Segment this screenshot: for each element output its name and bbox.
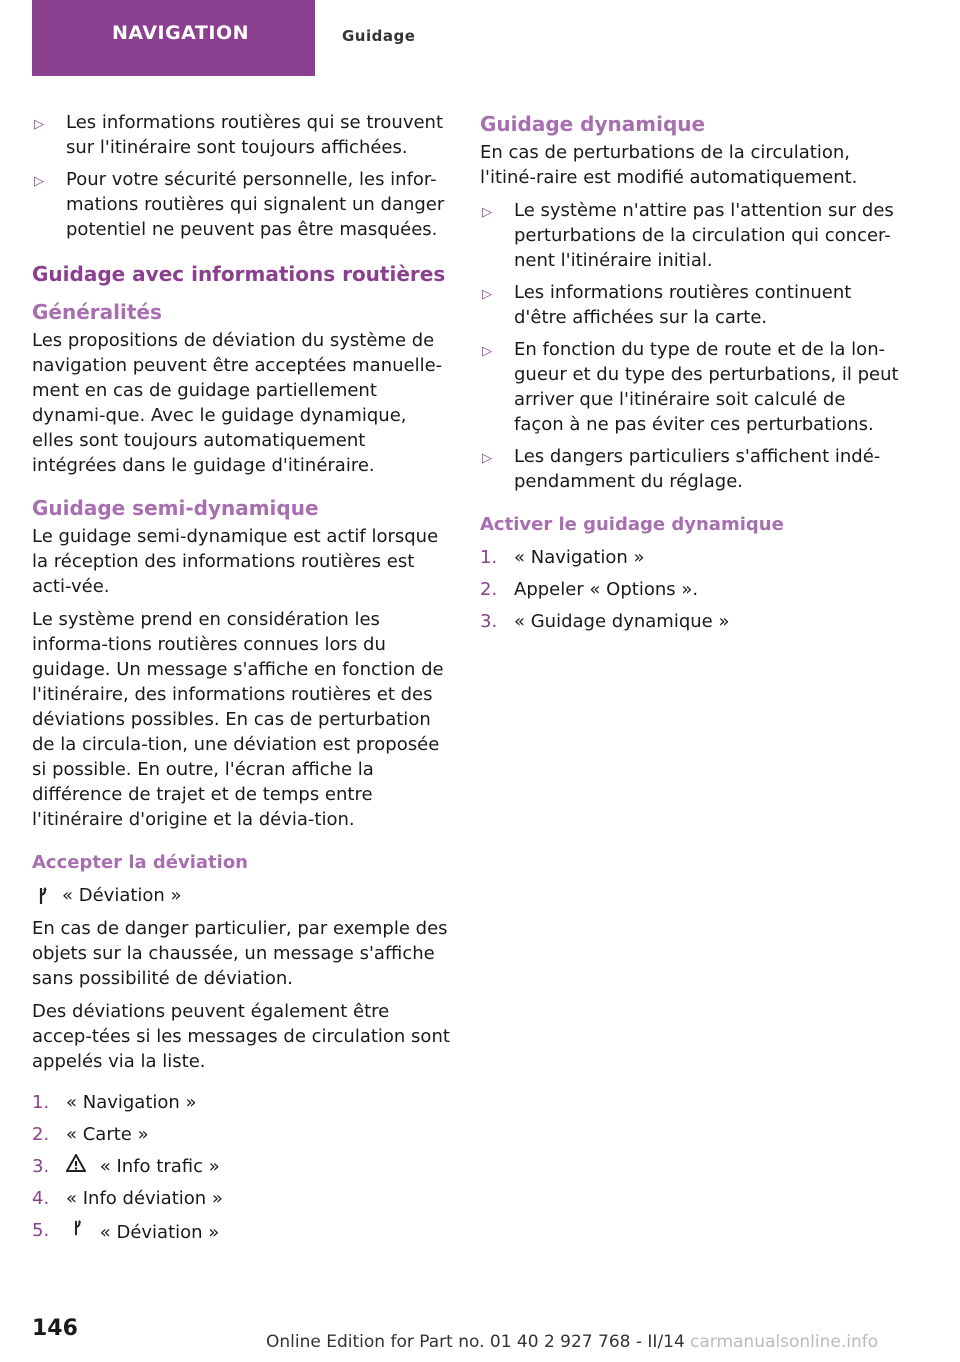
paragraph: En cas de perturbations de la circulation, l'itiné-raire est modifié automatiquement. (480, 142, 858, 188)
list-item: ▷ Les informations routières qui se trouvent sur l'itinéraire sont toujours affichées. (34, 112, 444, 158)
list-item: ▷ Les informations routières continuent d'être affichées sur la carte. (482, 282, 852, 328)
right-column (480, 110, 900, 641)
step-item: 2. Appeler « Options ». (480, 579, 699, 600)
list-item: ▷ Le système n'attire pas l'attention sur des perturbations de la circulation qui concer-nent l'itinéraire initial. (482, 200, 894, 271)
section-heading: Guidage avec informations routières (32, 262, 446, 286)
triangle-bullet-icon: ▷ (482, 344, 492, 359)
triangle-bullet-icon: ▷ (34, 174, 44, 189)
subheading-dynamic: Guidage dynamique (480, 112, 706, 136)
watermark: carmanualsonline.info (690, 1332, 879, 1352)
step-item: 1. « Navigation » (32, 1092, 197, 1113)
section-title: NAVIGATION (112, 22, 249, 44)
step-item: 2. « Carte » (32, 1124, 149, 1145)
list-item: ▷ Les dangers particuliers s'affichent indé-pendamment du réglage. (482, 446, 881, 492)
list-item: ▷ Pour votre sécurité personnelle, les infor-mations routières qui signalent un danger potentiel ne peuvent pas être masquées. (34, 169, 445, 240)
traffic-warning-icon (66, 1154, 86, 1179)
paragraph: Le guidage semi-dynamique est actif lorsque la réception des informations routières est acti-vée. (32, 526, 439, 597)
paragraph: Le système prend en considération les informa-tions routières connues lors du guidage. Un message s'affiche en fonction de l'itinéraire, des informations routières et des déviations possibles. En cas de perturbation de la circula-tion, une déviation est proposée si possible. En outre, l'écran affiche la différence de trajet et de temps entre l'itinéraire d'origine et la dévia-tion. (32, 609, 444, 830)
triangle-bullet-icon: ▷ (482, 451, 492, 466)
left-column (32, 110, 452, 1252)
steps-list (32, 1090, 452, 1245)
subheading-accept-detour: Accepter la déviation (32, 852, 248, 873)
step-item: 4. « Info déviation » (32, 1188, 223, 1209)
subheading-general: Généralités (32, 300, 162, 324)
step-item: 3. « Guidage dynamique » (480, 611, 730, 632)
paragraph: Des déviations peuvent également être accep-tées si les messages de circulation sont appelés via la liste. (32, 1001, 450, 1072)
step-item: 3. « Info trafic » (32, 1156, 220, 1177)
detour-icon (32, 886, 50, 906)
edition-info: Online Edition for Part no. 01 40 2 927 768 - II/14 (266, 1332, 685, 1352)
page-number: 146 (32, 1316, 78, 1341)
list-item: ▷ En fonction du type de route et de la lon-gueur et du type des perturbations, il peut arriver que l'itinéraire soit calculé de façon à ne pas éviter ces perturbations. (482, 339, 899, 435)
subheading-activate-dynamic: Activer le guidage dynamique (480, 514, 784, 535)
triangle-bullet-icon: ▷ (482, 287, 492, 302)
paragraph: Les propositions de déviation du système de navigation peuvent être acceptées manuelle-ment en cas de guidage partiellement dynami-que. Avec le guidage dynamique, elles sont toujours automatiquement intégrées dans le guidage d'itinéraire. (32, 330, 443, 476)
subheading-semi-dynamic: Guidage semi-dynamique (32, 496, 319, 520)
detour-option: « Déviation » (32, 883, 452, 908)
triangle-bullet-icon: ▷ (482, 205, 492, 220)
step-item: 5. « Déviation » (32, 1220, 220, 1243)
triangle-bullet-icon: ▷ (34, 117, 44, 132)
subsection-title: Guidage (342, 27, 416, 45)
step-item: 1. « Navigation » (480, 547, 645, 568)
detour-icon (66, 1218, 86, 1245)
paragraph: En cas de danger particulier, par exemple des objets sur la chaussée, un message s'affiche sans possibilité de déviation. (32, 918, 448, 989)
